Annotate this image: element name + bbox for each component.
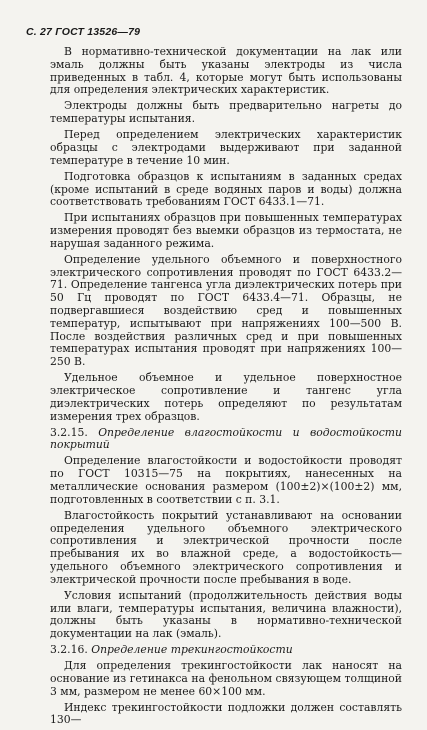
paragraph: Влагостойкость покрытий устанавливают на основании определения удельного объемного электрического сопротивления и электрической прочности после пребывания их во влажной среде, а водостойкость—удельного объемного электрического сопротивления и электрической прочности после пребывания в воде. bbox=[50, 508, 402, 586]
paragraph: Условия испытаний (продолжительность действия воды или влаги, температуры испытания, величина влажности), должны быть указаны в нормативно-технической документации на лак (эмаль). bbox=[50, 588, 402, 641]
paragraph: В нормативно-технической документации на лак или эмаль должны быть указаны электроды из числа приведенных в табл. 4, которые могут быть использованы для определения электрических характеристик. bbox=[50, 45, 402, 97]
paragraph: При испытаниях образцов при повышенных температурах измерения проводят без выемки образцов из термостата, не нарушая заданного режима. bbox=[50, 211, 402, 250]
paragraph: Электроды должны быть предварительно нагреты до температуры испытания. bbox=[50, 99, 402, 126]
paragraph: Определение удельного объемного и поверхностного электрического сопротивления проводят по ГОСТ 6433.2—71. Определение тангенса угла диэлектрических потерь при 50 Гц проводят по ГОСТ 6433.4—71. Образцы, не подвергавшиеся воздействию сред и повышенных температур, испытывают при напряжениях 100—500 В. После воздействия различных сред и при повышенных температурах испытания проводят при напряжениях 100—250 В. bbox=[50, 252, 402, 369]
section-title: Определение трекингостойкости bbox=[91, 643, 293, 657]
section-number: 3.2.15. bbox=[50, 425, 88, 439]
paragraph: Удельное объемное и удельное поверхностное электрическое сопротивление и тангенс угла диэлектрических потерь определяют по результатам измерения трех образцов. bbox=[50, 371, 402, 423]
section-title: Определение влагостойкости и водостойкости покрытий bbox=[50, 425, 402, 452]
section-heading bbox=[50, 427, 402, 453]
section-number: 3.2.16. bbox=[50, 643, 88, 657]
page-header: С. 27 ГОСТ 13526—79 bbox=[26, 26, 141, 38]
paragraph: Для определения трекингостойкости лак наносят на основание из гетинакса на фенольном связующем толщиной 3 мм, размером не менее 60×100 мм. bbox=[50, 659, 402, 698]
paragraph: Определение влагостойкости и водостойкости проводят по ГОСТ 10315—75 на покрытиях, нанесенных на металлические основания размером (100±2)×(100±2) мм, подготовленных в соответствии с п. 3.1. bbox=[50, 454, 402, 506]
section-heading bbox=[50, 644, 402, 657]
paragraph: Подготовка образцов к испытаниям в заданных средах (кроме испытаний в среде водяных паров и воды) должна соответствовать требованиям ГОСТ 6433.1—71. bbox=[50, 169, 402, 209]
paragraph: Индекс трекингостойкости подложки должен составлять 130— bbox=[50, 700, 402, 727]
document-body bbox=[50, 46, 402, 730]
paragraph: Перед определением электрических характеристик образцы с электродами выдерживают при заданной температуре в течение 10 мин. bbox=[50, 128, 402, 167]
